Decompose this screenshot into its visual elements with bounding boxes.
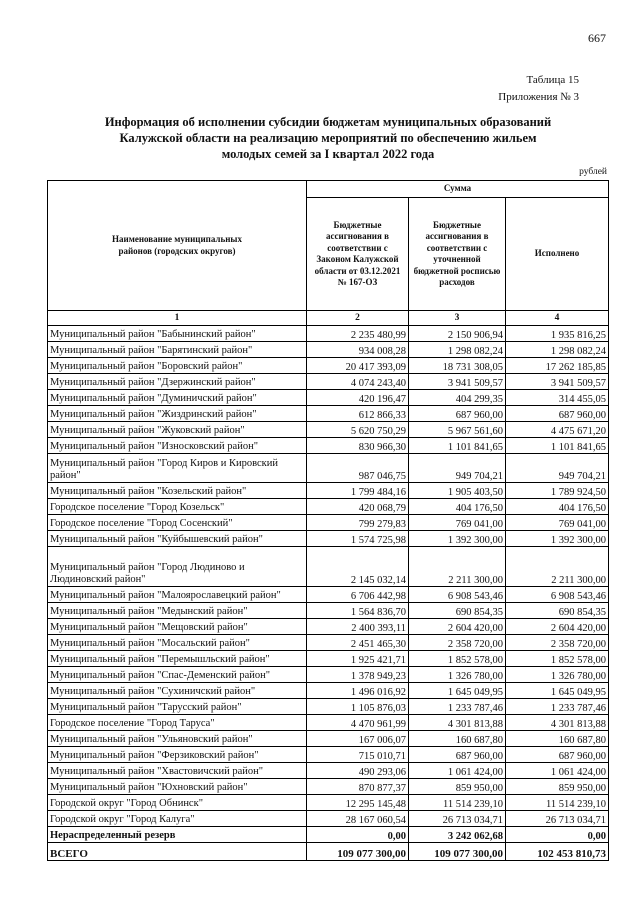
refined-allocation-value: 5 967 561,60 xyxy=(409,422,506,438)
refined-allocation-value: 404 299,35 xyxy=(409,390,506,406)
district-name: Муниципальный район "Износковский район" xyxy=(48,438,307,454)
executed-value: 26 713 034,71 xyxy=(506,811,609,827)
table-row xyxy=(48,358,609,374)
executed-value: 687 960,00 xyxy=(506,747,609,763)
refined-allocation-value: 3 242 062,68 xyxy=(409,827,506,843)
executed-value: 160 687,80 xyxy=(506,731,609,747)
refined-allocation-value: 1 326 780,00 xyxy=(409,667,506,683)
law-allocation-value: 1 378 949,23 xyxy=(307,667,409,683)
header-sum: Сумма xyxy=(307,181,609,198)
district-name: Муниципальный район "Перемышльский район" xyxy=(48,651,307,667)
table-label: Таблица 15 xyxy=(526,74,579,86)
district-name: Муниципальный район "Хвастовичский район" xyxy=(48,763,307,779)
refined-allocation-value: 1 233 787,46 xyxy=(409,699,506,715)
title-line: Информация об исполнении субсидии бюджетам муниципальных образований xyxy=(104,115,552,129)
column-number: 4 xyxy=(506,311,609,326)
table-row xyxy=(48,731,609,747)
district-name: Муниципальный район "Сухиничский район" xyxy=(48,683,307,699)
law-allocation-value: 2 400 393,11 xyxy=(307,619,409,635)
table-row xyxy=(48,483,609,499)
district-name: Нераспределенный резерв xyxy=(48,827,307,843)
law-allocation-value: 20 417 393,09 xyxy=(307,358,409,374)
refined-allocation-value: 404 176,50 xyxy=(409,499,506,515)
law-allocation-value: 1 925 421,71 xyxy=(307,651,409,667)
table-row xyxy=(48,531,609,547)
district-name: Муниципальный район "Ферзиковский район" xyxy=(48,747,307,763)
executed-value: 2 211 300,00 xyxy=(506,547,609,587)
executed-value: 769 041,00 xyxy=(506,515,609,531)
district-name: Муниципальный район "Куйбышевский район" xyxy=(48,531,307,547)
executed-value: 1 061 424,00 xyxy=(506,763,609,779)
header-name: Наименование муниципальных районов (городских округов) xyxy=(48,181,307,311)
table-row xyxy=(48,699,609,715)
district-name: Муниципальный район "Жуковский район" xyxy=(48,422,307,438)
refined-allocation-value: 160 687,80 xyxy=(409,731,506,747)
table-row xyxy=(48,683,609,699)
executed-value: 1 233 787,46 xyxy=(506,699,609,715)
district-name: Муниципальный район "Медынский район" xyxy=(48,603,307,619)
law-allocation-value: 167 006,07 xyxy=(307,731,409,747)
executed-value: 4 301 813,88 xyxy=(506,715,609,731)
header-executed: Исполнено xyxy=(506,198,609,311)
law-allocation-value: 612 866,33 xyxy=(307,406,409,422)
district-name: Муниципальный район "Мещовский район" xyxy=(48,619,307,635)
title-line: Калужской области на реализацию мероприятий по обеспечению жильем xyxy=(119,131,537,145)
district-name: Городское поселение "Город Козельск" xyxy=(48,499,307,515)
law-allocation-value: 934 008,28 xyxy=(307,342,409,358)
table-row xyxy=(48,843,609,861)
executed-value: 102 453 810,73 xyxy=(506,843,609,861)
executed-value: 17 262 185,85 xyxy=(506,358,609,374)
law-allocation-value: 490 293,06 xyxy=(307,763,409,779)
table-row xyxy=(48,795,609,811)
law-allocation-value: 1 496 016,92 xyxy=(307,683,409,699)
table-row xyxy=(48,651,609,667)
table-row xyxy=(48,374,609,390)
executed-value: 11 514 239,10 xyxy=(506,795,609,811)
law-allocation-value: 5 620 750,29 xyxy=(307,422,409,438)
table-row xyxy=(48,587,609,603)
district-name: Муниципальный район "Город Людиново и Людиновский район" xyxy=(48,547,307,587)
law-allocation-value: 987 046,75 xyxy=(307,454,409,483)
table-row xyxy=(48,515,609,531)
law-allocation-value: 420 196,47 xyxy=(307,390,409,406)
executed-value: 1 101 841,65 xyxy=(506,438,609,454)
table-body xyxy=(48,326,609,861)
column-number: 3 xyxy=(409,311,506,326)
district-name: Муниципальный район "Думиничский район" xyxy=(48,390,307,406)
law-allocation-value: 4 470 961,99 xyxy=(307,715,409,731)
table-row xyxy=(48,747,609,763)
header-refined-allocations: Бюджетные ассигнования в соответствии с уточненной бюджетной росписью расходов xyxy=(409,198,506,311)
refined-allocation-value: 6 908 543,46 xyxy=(409,587,506,603)
refined-allocation-value: 690 854,35 xyxy=(409,603,506,619)
executed-value: 687 960,00 xyxy=(506,406,609,422)
district-name: Муниципальный район "Жиздринский район" xyxy=(48,406,307,422)
district-name: Городское поселение "Город Таруса" xyxy=(48,715,307,731)
table-row xyxy=(48,619,609,635)
law-allocation-value: 1 564 836,70 xyxy=(307,603,409,619)
executed-value: 859 950,00 xyxy=(506,779,609,795)
executed-value: 2 604 420,00 xyxy=(506,619,609,635)
law-allocation-value: 12 295 145,48 xyxy=(307,795,409,811)
executed-value: 314 455,05 xyxy=(506,390,609,406)
law-allocation-value: 715 010,71 xyxy=(307,747,409,763)
law-allocation-value: 830 966,30 xyxy=(307,438,409,454)
district-name: Муниципальный район "Козельский район" xyxy=(48,483,307,499)
district-name: Муниципальный район "Барятинский район" xyxy=(48,342,307,358)
refined-allocation-value: 18 731 308,05 xyxy=(409,358,506,374)
law-allocation-value: 799 279,83 xyxy=(307,515,409,531)
district-name: Муниципальный район "Боровский район" xyxy=(48,358,307,374)
table-row xyxy=(48,715,609,731)
executed-value: 404 176,50 xyxy=(506,499,609,515)
table-row xyxy=(48,667,609,683)
district-name: Муниципальный район "Бабынинский район" xyxy=(48,326,307,342)
refined-allocation-value: 1 298 082,24 xyxy=(409,342,506,358)
law-allocation-value: 2 235 480,99 xyxy=(307,326,409,342)
document-title xyxy=(48,114,608,162)
subsidy-table xyxy=(47,180,609,861)
refined-allocation-value: 1 101 841,65 xyxy=(409,438,506,454)
executed-value: 1 392 300,00 xyxy=(506,531,609,547)
refined-allocation-value: 1 392 300,00 xyxy=(409,531,506,547)
executed-value: 1 789 924,50 xyxy=(506,483,609,499)
executed-value: 4 475 671,20 xyxy=(506,422,609,438)
unit-label: рублей xyxy=(579,167,607,177)
table-row xyxy=(48,547,609,587)
law-allocation-value: 1 574 725,98 xyxy=(307,531,409,547)
law-allocation-value: 6 706 442,98 xyxy=(307,587,409,603)
district-name: Городской округ "Город Калуга" xyxy=(48,811,307,827)
executed-value: 1 935 816,25 xyxy=(506,326,609,342)
refined-allocation-value: 2 150 906,94 xyxy=(409,326,506,342)
refined-allocation-value: 1 645 049,95 xyxy=(409,683,506,699)
refined-allocation-value: 2 604 420,00 xyxy=(409,619,506,635)
district-name: Муниципальный район "Тарусский район" xyxy=(48,699,307,715)
table-row xyxy=(48,811,609,827)
refined-allocation-value: 1 061 424,00 xyxy=(409,763,506,779)
refined-allocation-value: 769 041,00 xyxy=(409,515,506,531)
executed-value: 2 358 720,00 xyxy=(506,635,609,651)
column-number: 2 xyxy=(307,311,409,326)
refined-allocation-value: 949 704,21 xyxy=(409,454,506,483)
table-row xyxy=(48,499,609,515)
executed-value: 690 854,35 xyxy=(506,603,609,619)
district-name: Муниципальный район "Мосальский район" xyxy=(48,635,307,651)
refined-allocation-value: 859 950,00 xyxy=(409,779,506,795)
refined-allocation-value: 3 941 509,57 xyxy=(409,374,506,390)
refined-allocation-value: 687 960,00 xyxy=(409,747,506,763)
refined-allocation-value: 2 358 720,00 xyxy=(409,635,506,651)
law-allocation-value: 4 074 243,40 xyxy=(307,374,409,390)
header-law-allocations: Бюджетные ассигнования в соответствии с Законом Калужской области от 03.12.2021 № 167-ОЗ xyxy=(307,198,409,311)
refined-allocation-value: 26 713 034,71 xyxy=(409,811,506,827)
column-number: 1 xyxy=(48,311,307,326)
refined-allocation-value: 11 514 239,10 xyxy=(409,795,506,811)
table-row xyxy=(48,390,609,406)
law-allocation-value: 2 145 032,14 xyxy=(307,547,409,587)
executed-value: 6 908 543,46 xyxy=(506,587,609,603)
law-allocation-value: 28 167 060,54 xyxy=(307,811,409,827)
table-row xyxy=(48,326,609,342)
executed-value: 1 326 780,00 xyxy=(506,667,609,683)
executed-value: 1 852 578,00 xyxy=(506,651,609,667)
refined-allocation-value: 1 905 403,50 xyxy=(409,483,506,499)
district-name: Муниципальный район "Малоярославецкий район" xyxy=(48,587,307,603)
table-row xyxy=(48,635,609,651)
district-name: Муниципальный район "Юхновский район" xyxy=(48,779,307,795)
law-allocation-value: 1 799 484,16 xyxy=(307,483,409,499)
district-name: Городское поселение "Город Сосенский" xyxy=(48,515,307,531)
executed-value: 1 298 082,24 xyxy=(506,342,609,358)
executed-value: 949 704,21 xyxy=(506,454,609,483)
district-name: Муниципальный район "Ульяновский район" xyxy=(48,731,307,747)
law-allocation-value: 870 877,37 xyxy=(307,779,409,795)
district-name: ВСЕГО xyxy=(48,843,307,861)
table-row xyxy=(48,454,609,483)
district-name: Городской округ "Город Обнинск" xyxy=(48,795,307,811)
law-allocation-value: 420 068,79 xyxy=(307,499,409,515)
district-name: Муниципальный район "Город Киров и Кировский район" xyxy=(48,454,307,483)
refined-allocation-value: 687 960,00 xyxy=(409,406,506,422)
table-row xyxy=(48,422,609,438)
law-allocation-value: 0,00 xyxy=(307,827,409,843)
refined-allocation-value: 109 077 300,00 xyxy=(409,843,506,861)
law-allocation-value: 1 105 876,03 xyxy=(307,699,409,715)
executed-value: 0,00 xyxy=(506,827,609,843)
table-row xyxy=(48,827,609,843)
refined-allocation-value: 1 852 578,00 xyxy=(409,651,506,667)
table-row xyxy=(48,603,609,619)
table-row xyxy=(48,779,609,795)
district-name: Муниципальный район "Спас-Деменский район" xyxy=(48,667,307,683)
executed-value: 1 645 049,95 xyxy=(506,683,609,699)
page-number: 667 xyxy=(588,31,606,45)
district-name: Муниципальный район "Дзержинский район" xyxy=(48,374,307,390)
table-row xyxy=(48,438,609,454)
table-row xyxy=(48,763,609,779)
law-allocation-value: 2 451 465,30 xyxy=(307,635,409,651)
executed-value: 3 941 509,57 xyxy=(506,374,609,390)
table-row xyxy=(48,406,609,422)
refined-allocation-value: 2 211 300,00 xyxy=(409,547,506,587)
law-allocation-value: 109 077 300,00 xyxy=(307,843,409,861)
table-row xyxy=(48,342,609,358)
appendix-label: Приложения № 3 xyxy=(498,91,579,103)
refined-allocation-value: 4 301 813,88 xyxy=(409,715,506,731)
title-line: молодых семей за I квартал 2022 года xyxy=(221,147,435,161)
